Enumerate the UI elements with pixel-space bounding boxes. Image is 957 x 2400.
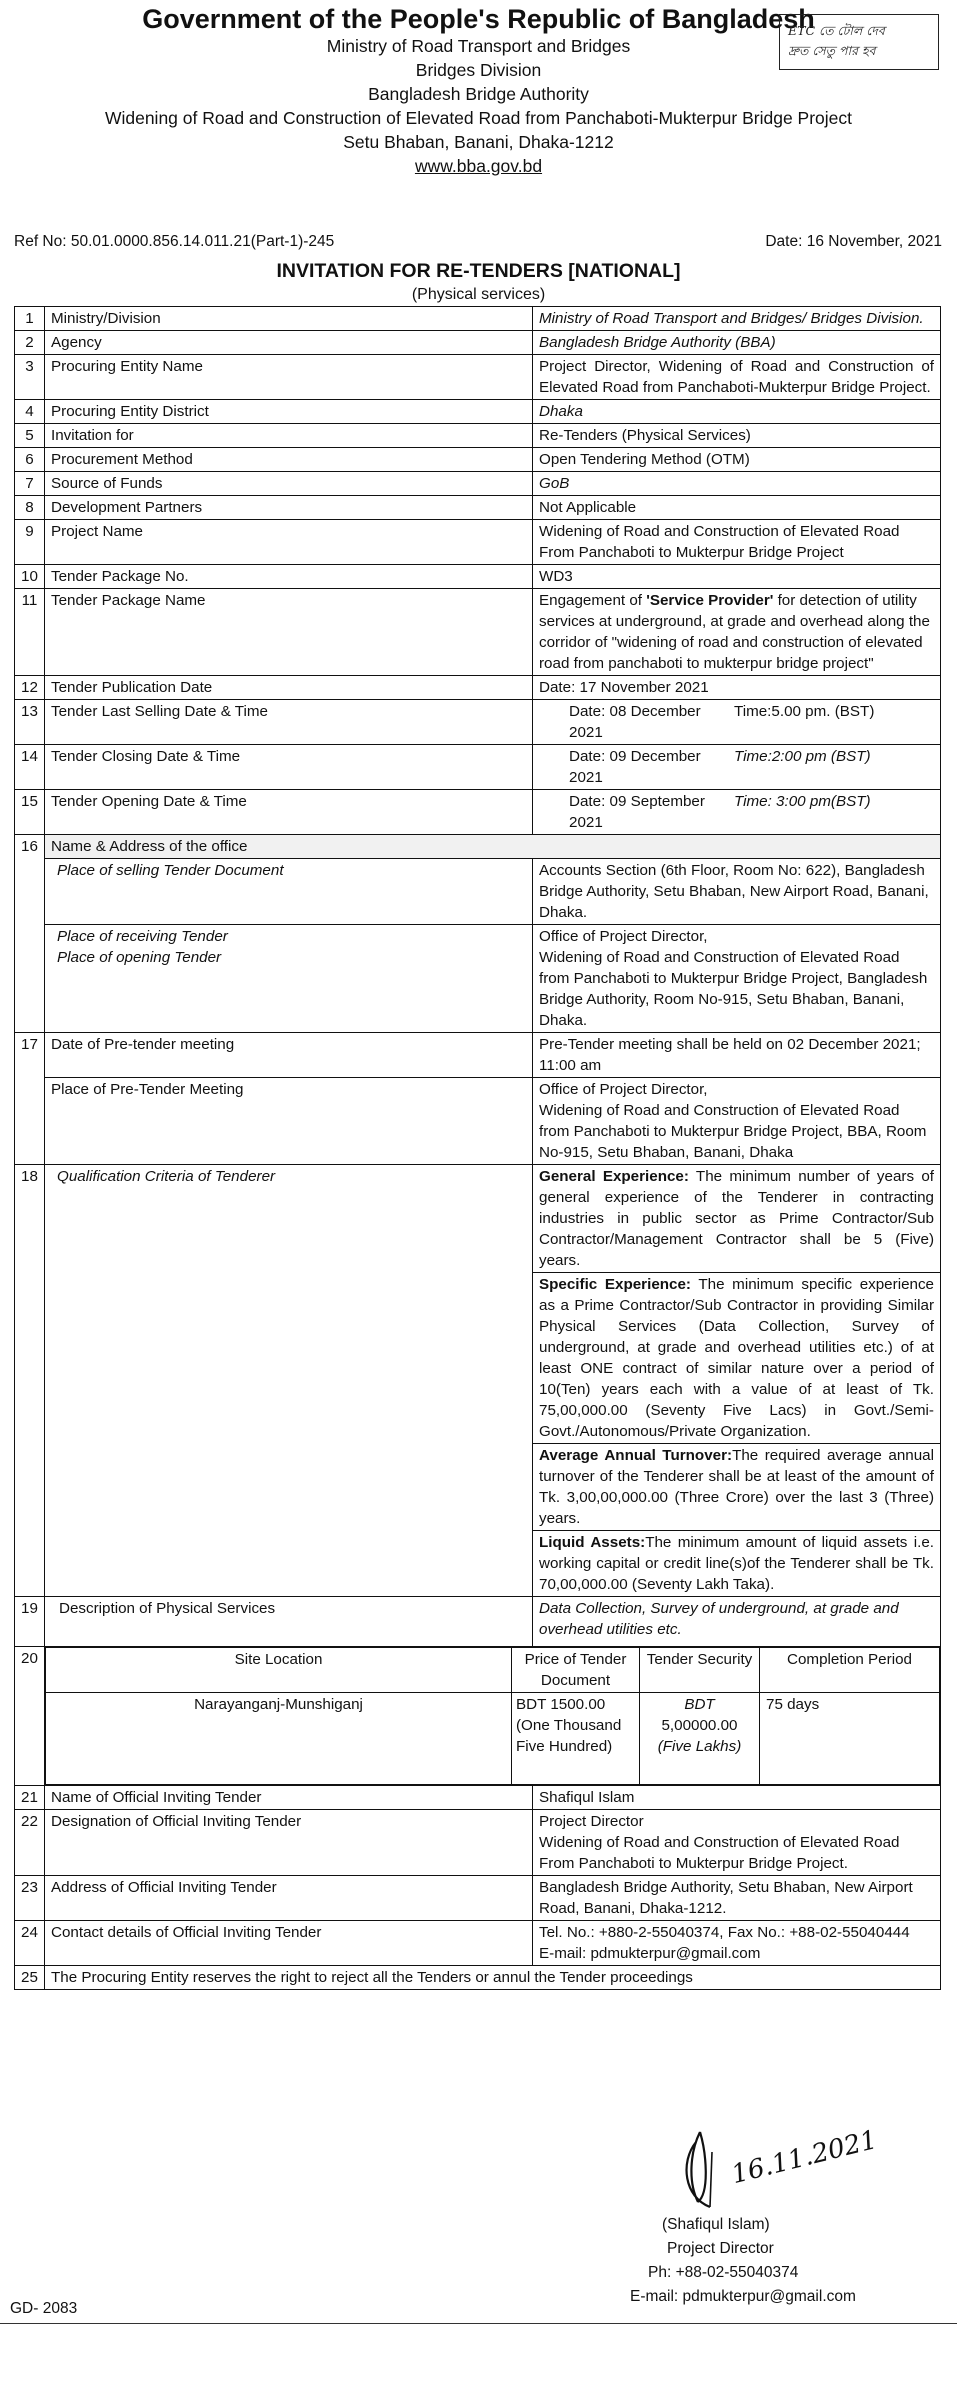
security-head: Tender Security bbox=[640, 1648, 760, 1693]
signatory-phone: Ph: +88-02-55040374 bbox=[648, 2264, 799, 2281]
etc-slogan-stamp bbox=[779, 14, 939, 70]
completion-period: 75 days bbox=[760, 1693, 940, 1785]
row-label: Procuring Entity District bbox=[45, 400, 533, 424]
table-row bbox=[15, 520, 941, 565]
notice-date: Date: 16 November, 2021 bbox=[765, 233, 942, 250]
table-row bbox=[15, 565, 941, 589]
designation-line-1: Project Director bbox=[539, 1813, 644, 1830]
table-row bbox=[15, 589, 941, 676]
row-number: 23 bbox=[15, 1876, 45, 1921]
division-line: Bridges Division bbox=[415, 60, 542, 80]
average-turnover bbox=[533, 1444, 941, 1531]
liquid-assets-head: Liquid Assets: bbox=[539, 1534, 646, 1551]
table-row bbox=[15, 1786, 941, 1810]
contact-email[interactable]: E-mail: pdmukterpur@gmail.com bbox=[539, 1945, 761, 1962]
row-number: 24 bbox=[15, 1921, 45, 1966]
security-words: (Five Lakhs) bbox=[657, 1738, 742, 1755]
receiving-value-line-2: Widening of Road and Construction of Elevated Road from Panchaboti to Mukterpur Bridge Project, Bangladesh Bridge Authority, Room No-915, Setu Bhaban, Banani, Dhaka. bbox=[539, 949, 928, 1029]
table-row bbox=[15, 700, 941, 745]
row-number: 8 bbox=[15, 496, 45, 520]
row-value: Widening of Road and Construction of Elevated Road From Panchaboti to Mukterpur Bridge Project bbox=[533, 520, 941, 565]
last-selling-time: Time:5.00 pm. (BST) bbox=[734, 703, 875, 720]
specific-experience-text: The minimum specific experience as a Prime Contractor/Sub Contractor in providing Similar Physical Services (Data Collection, Survey of underground, at grade and overhead utilities etc.) of at least ONE contract of similar nature over a period of 10(Ten) years each with a value of at least of Tk. 75,00,000.00 (Seventy Five Lacs) in Govt./Semi-Govt./Autonomous/Private Organization. bbox=[539, 1276, 934, 1440]
row-label: Address of Official Inviting Tender bbox=[45, 1876, 533, 1921]
row-value: Date: 17 November 2021 bbox=[533, 676, 941, 700]
reference-line bbox=[14, 233, 942, 251]
last-selling-date: Date: 08 December 2021 bbox=[569, 703, 701, 741]
period-head: Completion Period bbox=[760, 1648, 940, 1693]
row-label: Tender Package Name bbox=[45, 589, 533, 676]
row-number: 10 bbox=[15, 565, 45, 589]
liquid-assets-text: The minimum amount of liquid assets i.e. working capital or credit line(s)of the Tenderer shall be Tk. 70,00,000.00 (Seventy Lakh Taka). bbox=[539, 1534, 934, 1593]
table-row bbox=[15, 1810, 941, 1876]
tender-price: BDT 1500.00 (One Thousand Five Hundred) bbox=[512, 1693, 640, 1785]
row-number: 19 bbox=[15, 1597, 45, 1647]
row-label: Project Name bbox=[45, 520, 533, 565]
row-value bbox=[533, 700, 941, 745]
row-value bbox=[533, 745, 941, 790]
row-value: Bangladesh Bridge Authority (BBA) bbox=[533, 331, 941, 355]
row-value bbox=[533, 589, 941, 676]
designation-line-2: Widening of Road and Construction of Elevated Road From Panchaboti to Mukterpur Bridge Project. bbox=[539, 1834, 900, 1872]
row-value: Not Applicable bbox=[533, 496, 941, 520]
row-number: 9 bbox=[15, 520, 45, 565]
row-number: 20 bbox=[15, 1647, 45, 1786]
row-number: 1 bbox=[15, 307, 45, 331]
site-table bbox=[45, 1647, 940, 1785]
row-number: 22 bbox=[15, 1810, 45, 1876]
opening-label-text: Place of opening Tender bbox=[57, 949, 222, 966]
selling-place-label: Place of selling Tender Document bbox=[45, 859, 533, 925]
invitation-subtitle: (Physical services) bbox=[411, 286, 546, 303]
table-row bbox=[15, 424, 941, 448]
signatory-email[interactable]: E-mail: pdmukterpur@gmail.com bbox=[630, 2288, 856, 2305]
row-label: Tender Package No. bbox=[45, 565, 533, 589]
ministry-line: Ministry of Road Transport and Bridges bbox=[326, 36, 631, 56]
table-row bbox=[15, 1647, 941, 1786]
opening-time: Time: 3:00 pm(BST) bbox=[734, 793, 871, 810]
specific-experience bbox=[533, 1273, 941, 1444]
row-label: Ministry/Division bbox=[45, 307, 533, 331]
row-value: GoB bbox=[533, 472, 941, 496]
table-row bbox=[15, 448, 941, 472]
general-experience bbox=[533, 1165, 941, 1273]
site-table-cell bbox=[45, 1647, 941, 1786]
row-label: Tender Opening Date & Time bbox=[45, 790, 533, 835]
closing-time: Time:2:00 pm (BST) bbox=[734, 748, 871, 765]
table-row bbox=[15, 1033, 941, 1078]
contact-tel: Tel. No.: +880-2-55040374, Fax No.: +88-02-55040444 bbox=[539, 1924, 910, 1941]
average-turnover-text: The required average annual turnover of the Tenderer shall be at least of the amount of Tk. 3,00,00,000.00 (Three Crore) over the last 3 (Three) years. bbox=[539, 1447, 934, 1527]
pretender-place-label: Place of Pre-Tender Meeting bbox=[45, 1078, 533, 1165]
table-row bbox=[15, 307, 941, 331]
row-number: 14 bbox=[15, 745, 45, 790]
row-value: Dhaka bbox=[533, 400, 941, 424]
row-label: Date of Pre-tender meeting bbox=[45, 1033, 533, 1078]
package-name-pre: Engagement of bbox=[539, 592, 647, 609]
receiving-value-line-1: Office of Project Director, bbox=[539, 928, 708, 945]
table-row bbox=[15, 1165, 941, 1273]
row-label: Procurement Method bbox=[45, 448, 533, 472]
receiving-place-value bbox=[533, 925, 941, 1033]
row-number: 6 bbox=[15, 448, 45, 472]
table-row bbox=[15, 1078, 941, 1165]
pretender-place-line-2: Widening of Road and Construction of Elevated Road from Panchaboti to Mukterpur Bridge Project, BBA, Room No-915, Setu Bhaban, Banani, Dhaka bbox=[539, 1102, 927, 1161]
row-value: Re-Tenders (Physical Services) bbox=[533, 424, 941, 448]
row-number: 17 bbox=[15, 1033, 45, 1165]
row-value: The Procuring Entity reserves the right to reject all the Tenders or annul the Tender proceedings bbox=[45, 1966, 941, 1990]
row-number: 2 bbox=[15, 331, 45, 355]
address-line: Setu Bhaban, Banani, Dhaka-1212 bbox=[343, 132, 614, 152]
row-number: 11 bbox=[15, 589, 45, 676]
pretender-place-value bbox=[533, 1078, 941, 1165]
row-label: Name of Official Inviting Tender bbox=[45, 1786, 533, 1810]
row-label: Procuring Entity Name bbox=[45, 355, 533, 400]
row-number: 13 bbox=[15, 700, 45, 745]
tender-table bbox=[14, 306, 941, 1990]
table-row bbox=[15, 331, 941, 355]
general-experience-head: General Experience: bbox=[539, 1168, 689, 1185]
package-name-bold: 'Service Provider' bbox=[646, 592, 774, 609]
table-row bbox=[15, 1921, 941, 1966]
row-label: Tender Last Selling Date & Time bbox=[45, 700, 533, 745]
table-row bbox=[15, 925, 941, 1011]
authority-line: Bangladesh Bridge Authority bbox=[368, 84, 589, 104]
row-value: Bangladesh Bridge Authority, Setu Bhaban, New Airport Road, Banani, Dhaka-1212. bbox=[533, 1876, 941, 1921]
row-number: 21 bbox=[15, 1786, 45, 1810]
table-row bbox=[15, 676, 941, 700]
row-value: Open Tendering Method (OTM) bbox=[533, 448, 941, 472]
row-label: Invitation for bbox=[45, 424, 533, 448]
table-row bbox=[15, 472, 941, 496]
table-row bbox=[15, 745, 941, 790]
row-label: Tender Publication Date bbox=[45, 676, 533, 700]
government-title: Government of the People's Republic of Bangladesh bbox=[142, 4, 815, 34]
row-label: Contact details of Official Inviting Tender bbox=[45, 1921, 533, 1966]
gd-code: GD- 2083 bbox=[10, 2300, 78, 2317]
package-name-post: for detection of utility services at underground, at grade and overhead along the corridor of "widening of road and construction of elevated road from panchaboti to mukterpur bridge project" bbox=[539, 592, 930, 672]
invitation-title: INVITATION FOR RE-TENDERS [NATIONAL] bbox=[276, 260, 681, 282]
bottom-divider bbox=[0, 2323, 957, 2324]
average-turnover-head: Average Annual Turnover: bbox=[539, 1447, 733, 1464]
project-line: Widening of Road and Construction of Elevated Road from Panchaboti-Mukterpur Bridge Project bbox=[104, 108, 853, 128]
stamp-line-2: দ্রুত সেতু পার হব bbox=[788, 43, 876, 58]
selling-place-value: Accounts Section (6th Floor, Room No: 622), Bangladesh Bridge Authority, Setu Bhaban, New Airport Road, Banani, Dhaka. bbox=[533, 859, 941, 925]
handwritten-signature bbox=[670, 2112, 881, 2212]
website-link[interactable]: www.bba.gov.bd bbox=[414, 156, 543, 176]
row-label: Name & Address of the office bbox=[45, 835, 941, 859]
row-value bbox=[533, 1921, 941, 1966]
row-number: 7 bbox=[15, 472, 45, 496]
row-label: Development Partners bbox=[45, 496, 533, 520]
row-number: 3 bbox=[15, 355, 45, 400]
table-row bbox=[15, 859, 941, 925]
row-value: Project Director, Widening of Road and Construction of Elevated Road from Panchaboti-Mukterpur Bridge Project. bbox=[533, 355, 941, 400]
table-row bbox=[15, 400, 941, 424]
row-label: Description of Physical Services bbox=[45, 1597, 533, 1647]
table-row bbox=[15, 1876, 941, 1921]
row-label: Designation of Official Inviting Tender bbox=[45, 1810, 533, 1876]
table-row bbox=[15, 790, 941, 835]
table-row bbox=[15, 835, 941, 859]
table-row bbox=[15, 355, 941, 400]
row-label: Source of Funds bbox=[45, 472, 533, 496]
row-value bbox=[533, 1810, 941, 1876]
closing-date: Date: 09 December 2021 bbox=[569, 748, 701, 786]
liquid-assets bbox=[533, 1531, 941, 1597]
row-number: 15 bbox=[15, 790, 45, 835]
row-number: 18 bbox=[15, 1165, 45, 1597]
opening-date: Date: 09 September 2021 bbox=[569, 793, 705, 831]
table-row bbox=[15, 1597, 941, 1647]
tender-security bbox=[640, 1693, 760, 1785]
signatory-name: (Shafiqul Islam) bbox=[662, 2216, 770, 2233]
general-experience-text: The minimum number of years of general experience of the Tenderer in contracting industries in public sector as Prime Contractor/Sub Contractor/Management Contractor shall be 5 (Five) years. bbox=[539, 1168, 934, 1269]
signatory-designation: Project Director bbox=[667, 2240, 774, 2257]
ref-number: Ref No: 50.01.0000.856.14.011.21(Part-1)-245 bbox=[14, 233, 335, 250]
row-number: 5 bbox=[15, 424, 45, 448]
site-location: Narayanganj-Munshiganj bbox=[46, 1693, 512, 1785]
row-label: Tender Closing Date & Time bbox=[45, 745, 533, 790]
receiving-label-text: Place of receiving Tender bbox=[57, 928, 228, 945]
row-value: WD3 bbox=[533, 565, 941, 589]
site-location-head: Site Location bbox=[46, 1648, 512, 1693]
table-row bbox=[15, 1966, 941, 1990]
pretender-place-line-1: Office of Project Director, bbox=[539, 1081, 708, 1098]
receiving-place-label bbox=[45, 925, 533, 1011]
row-number: 4 bbox=[15, 400, 45, 424]
security-currency: BDT bbox=[684, 1696, 715, 1713]
row-number: 16 bbox=[15, 835, 45, 1033]
row-value: Shafiqul Islam bbox=[533, 1786, 941, 1810]
specific-experience-head: Specific Experience: bbox=[539, 1276, 691, 1293]
row-value: Ministry of Road Transport and Bridges/ Bridges Division. bbox=[533, 307, 941, 331]
signature-date: 16.11.2021 bbox=[728, 2124, 881, 2191]
row-number: 12 bbox=[15, 676, 45, 700]
price-head: Price of Tender Document bbox=[512, 1648, 640, 1693]
table-row bbox=[15, 496, 941, 520]
row-number: 25 bbox=[15, 1966, 45, 1990]
row-value: Data Collection, Survey of underground, at grade and overhead utilities etc. bbox=[533, 1597, 941, 1647]
row-value bbox=[533, 790, 941, 835]
row-label: Agency bbox=[45, 331, 533, 355]
row-label: Qualification Criteria of Tenderer bbox=[45, 1165, 533, 1597]
stamp-line-1: ETC তে টোল দেব bbox=[788, 23, 885, 38]
security-amount: 5,00000.00 bbox=[661, 1717, 738, 1734]
row-value: Pre-Tender meeting shall be held on 02 December 2021; 11:00 am bbox=[533, 1033, 941, 1078]
